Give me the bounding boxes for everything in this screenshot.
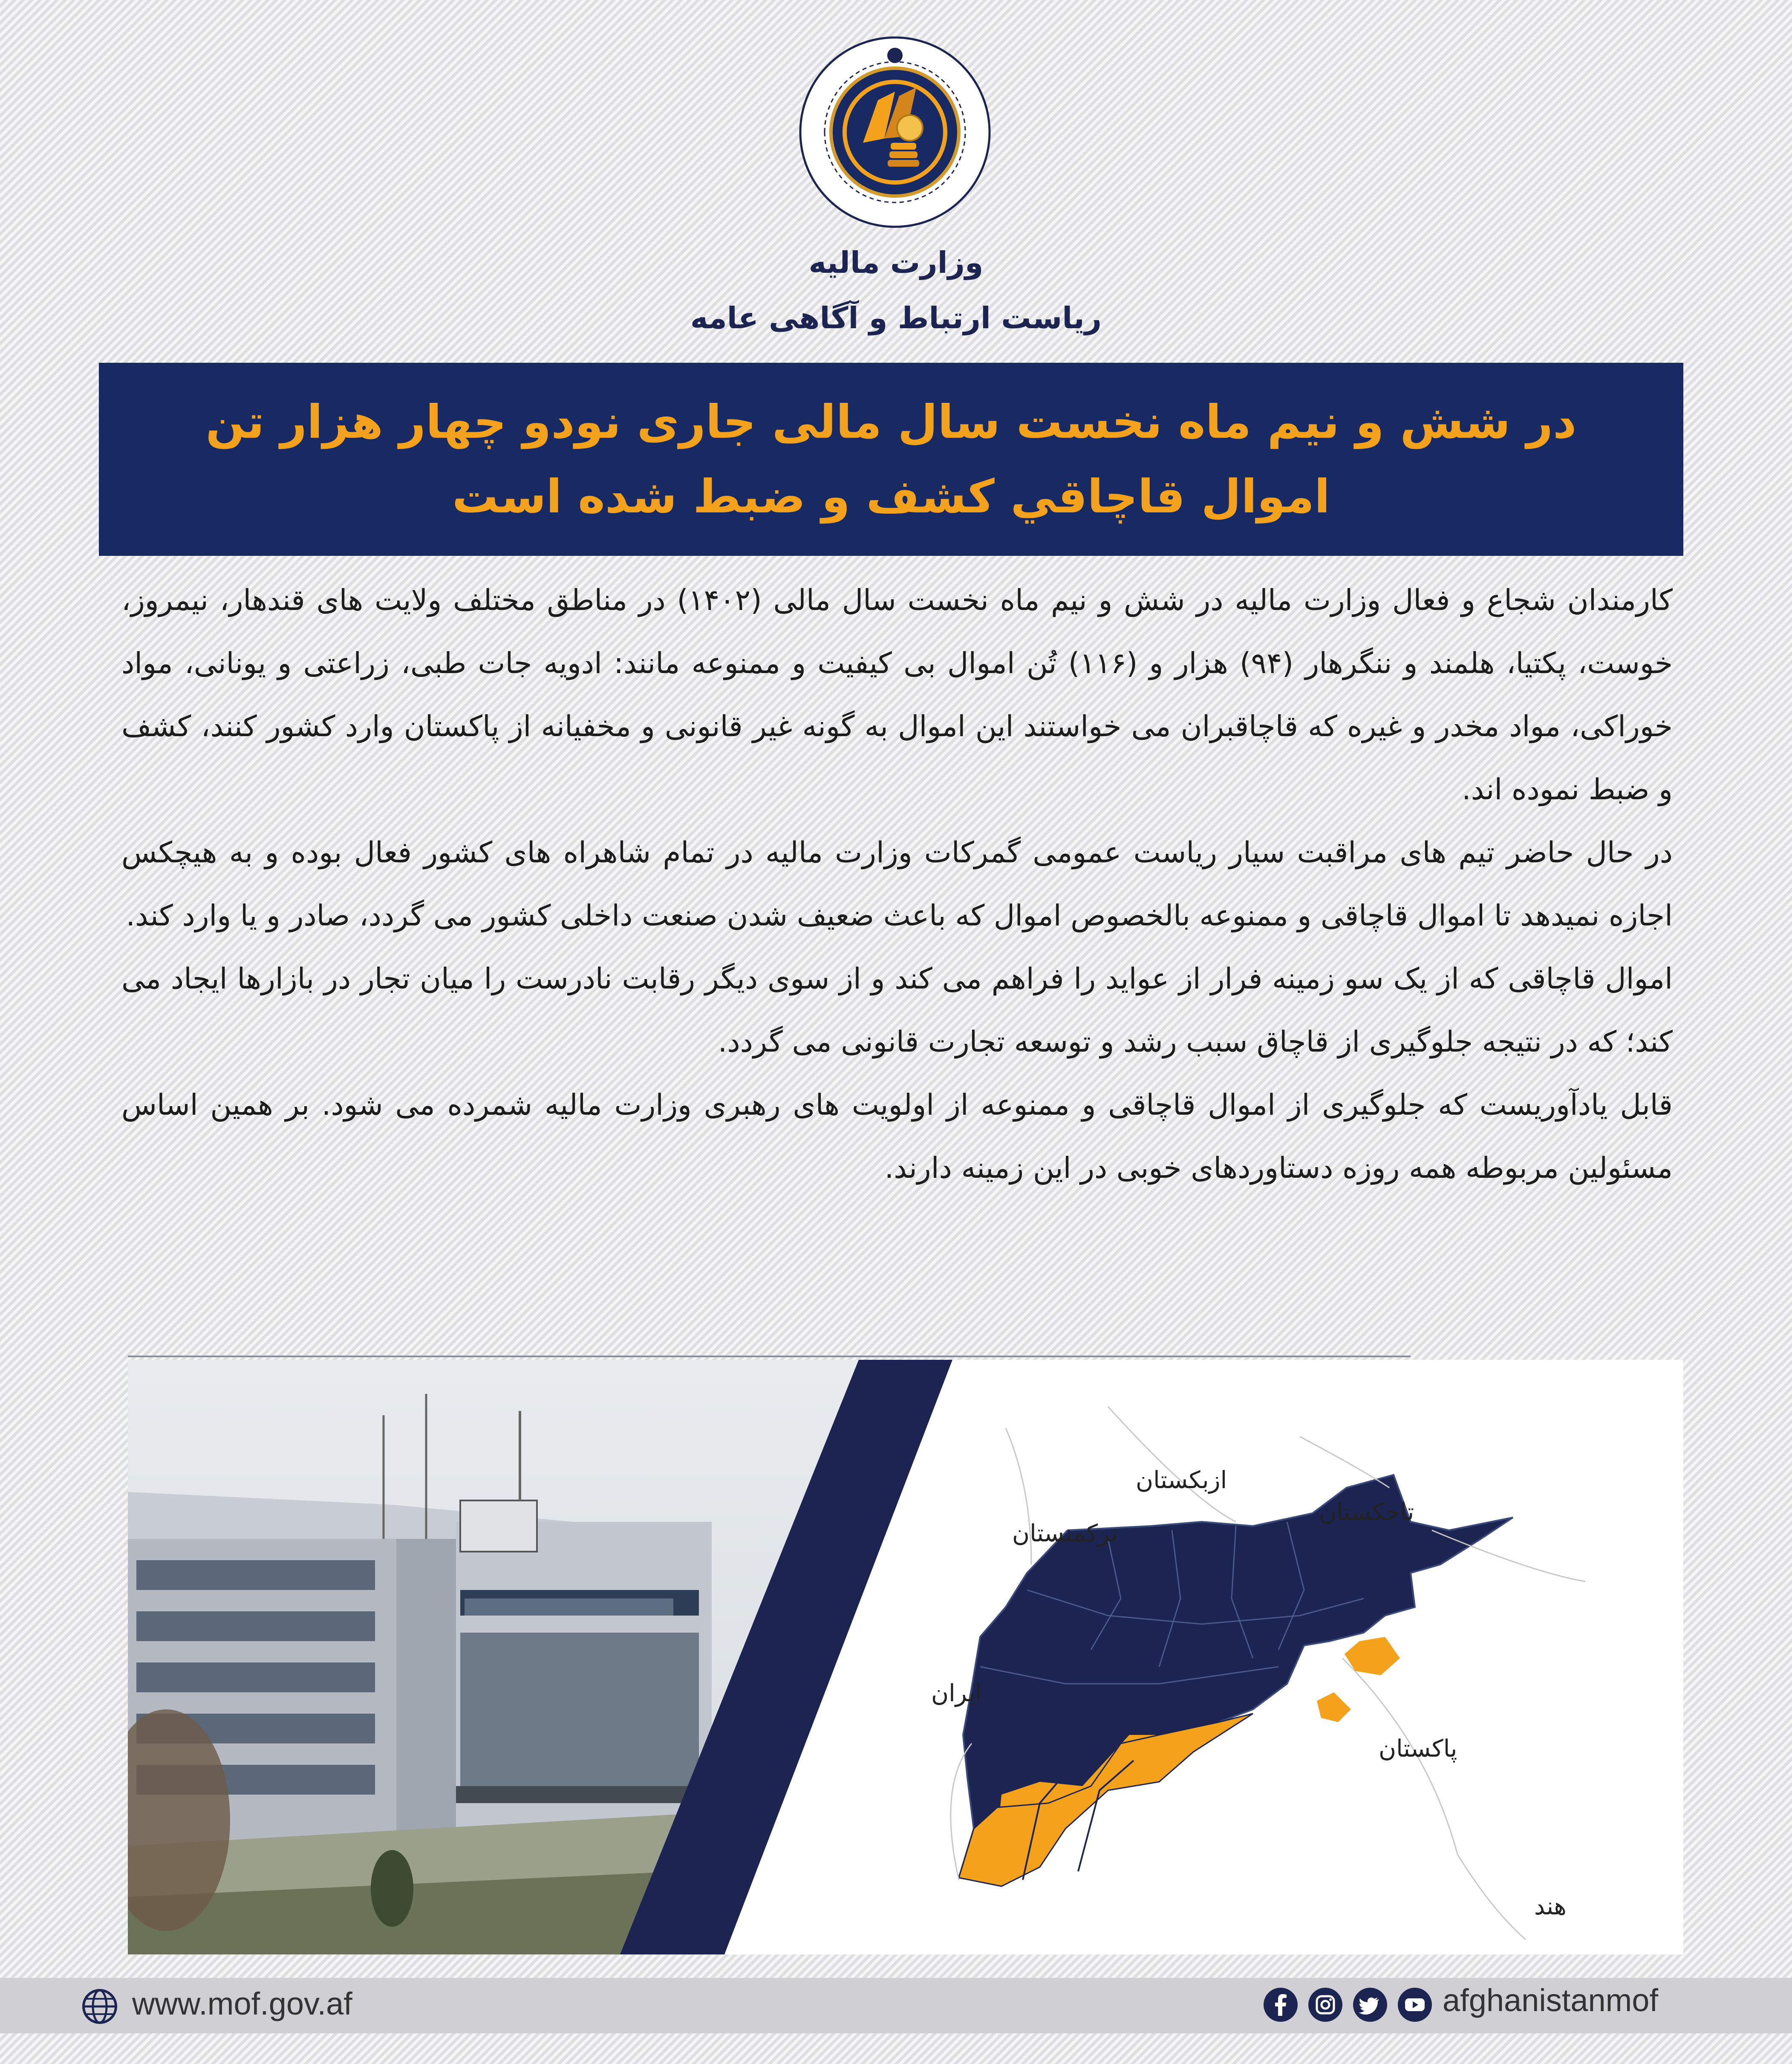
divider-line <box>128 1356 1411 1357</box>
instagram-icon[interactable] <box>1308 1988 1342 2022</box>
paragraph-4: قابل یادآوریست که جلوگیری از اموال قاچاقی و ممنوعه از اولویت های رهبری وزارت مالیه شمرده می شود. بر همین اساس مسئولین مربوطه همه روزه دستاوردهای خوبی در این زمینه دارند. <box>121 1088 1673 1185</box>
website-link[interactable]: www.mof.gov.af <box>132 1986 352 2021</box>
map-label-tajikistan: تاجکستان <box>1319 1498 1414 1526</box>
map-label-india: هند <box>1534 1893 1567 1920</box>
building-photo <box>128 1360 1683 1954</box>
paragraph-2: در حال حاضر تیم های مراقبت سیار ریاست عمومی گمرکات وزارت مالیه در تمام شاهراه های کشور فعال بوده و به هیچکس اجازه نمیدهد تا اموال قاچاقی و ممنوعه بالخصوص اموال که باعث ضعیف شدن صنعت داخلی کشور می گردد، صادر و یا وارد کند. <box>121 836 1673 933</box>
paragraph-1: کارمندان شجاع و فعال وزارت مالیه در شش و نیم ماه نخست سال مالی (۱۴۰۲) در مناطق مختلف ولایت های قندهار، نیمروز، خوست، پکتیا، هلمند و ننگرهار (۹۴) هزار و (۱۱۶) تُن اموال بی کیفیت و ممنوعه مانند: ادویه جات طبی، زراعتی و یونانی، مواد خوراکی، مواد مخدر و غیره که قاچاقبران می خواستند این اموال به گونه غیر قانونی و مخفیانه از پاکستان وارد کشور کنند، کشف و ضبط نموده اند. <box>121 584 1673 807</box>
ministry-logo <box>799 36 991 228</box>
department-name: ریاست ارتباط و آگاهی عامه <box>690 301 1102 335</box>
youtube-icon[interactable] <box>1398 1988 1432 2022</box>
facebook-icon[interactable] <box>1264 1988 1298 2022</box>
ministry-name: وزارت مالیه <box>808 245 984 280</box>
paragraph-3: اموال قاچاقی که از یک سو زمینه فرار از عواید را فراهم می کند و از سوی دیگر رقابت نادرست را میان تجار در بازارها ایجاد می کند؛ که در نتیجه جلوگیری از قاچاق سبب رشد و توسعه تجارت قانونی می گردد. <box>121 962 1673 1059</box>
headline-title: در شش و نیم ماه نخست سال مالی جاری نودو چهار هزار تن اموال قاچاقي کشف و ضبط شده است <box>205 395 1577 523</box>
map-label-uzbekistan: ازبکستان <box>1136 1466 1227 1494</box>
map-label-iran: ایران <box>931 1680 982 1707</box>
globe-icon <box>81 1988 118 2025</box>
social-handle: afghanistanmof <box>1443 1983 1659 2018</box>
article-body <box>121 569 1673 1200</box>
image-panel <box>128 1360 1683 1954</box>
map-label-turkmenistan: ترکمنستان <box>1012 1520 1118 1547</box>
map-label-pakistan: پاکستان <box>1379 1735 1457 1763</box>
headline-banner <box>99 363 1683 556</box>
twitter-icon[interactable] <box>1353 1988 1387 2022</box>
